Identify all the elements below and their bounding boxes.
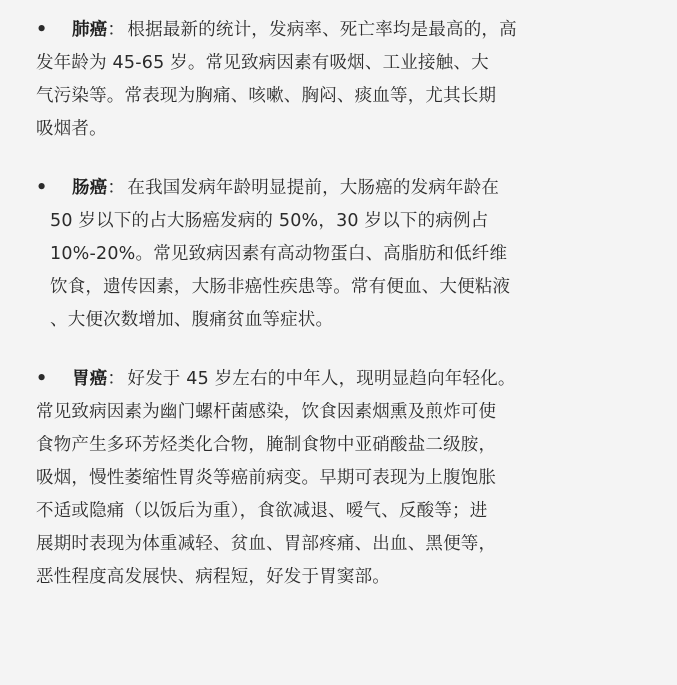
entry-text-line: 展期时表现为体重减轻、贫血、胃部疼痛、出血、黑便等， xyxy=(36,534,497,554)
entry-text-line: 不适或隐痛（以饭后为重），食欲减退、嗳气、反酸等；进 xyxy=(36,501,488,521)
entry-first-line xyxy=(14,363,663,396)
entry-text-line: 50 岁以下的占大肠癌发病的 50%，30 岁以下的病例占 xyxy=(50,211,489,231)
entry-text-line: 常见致病因素为幽门螺杆菌感染，饮食因素烟熏及煎炸可使 xyxy=(36,402,497,422)
entry-text-line: 吸烟，慢性萎缩性胃炎等癌前病变。早期可表现为上腹饱胀 xyxy=(36,468,497,488)
bullet-icon: • xyxy=(36,178,48,198)
entry-text-line: 在我国发病年龄明显提前，大肠癌的发病年龄在 xyxy=(127,178,500,198)
bullet-icon: • xyxy=(36,20,48,40)
entry-text-line: 根据最新的统计，发病率、死亡率均是最高的，高 xyxy=(127,20,517,40)
entry-text-line: 气污染等。常表现为胸痛、咳嗽、胸闷、痰血等，尤其长期 xyxy=(36,86,497,106)
entry-text-line: 食物产生多环芳烃类化合物，腌制食物中亚硝酸盐二级胺， xyxy=(36,435,497,455)
entry-text-line: 恶性程度高发展快、病程短，好发于胃窦部。 xyxy=(36,567,390,587)
entry-title: 肠癌 xyxy=(72,178,108,198)
entry-colon: ： xyxy=(107,369,126,389)
entry-text-line: 发年龄为 45-65 岁。常见致病因素有吸烟、工业接触、大 xyxy=(36,53,489,73)
cancer-entry-lung xyxy=(14,14,663,146)
entry-title: 肺癌 xyxy=(72,20,108,40)
entry-text-line: 10%-20%。常见致病因素有高动物蛋白、高脂肪和低纤维 xyxy=(50,244,508,264)
entry-title: 胃癌 xyxy=(72,369,108,389)
cancer-entry-colorectal xyxy=(14,172,663,337)
entry-first-line xyxy=(14,172,663,205)
entry-text-line: 好发于 45 岁左右的中年人，现明显趋向年轻化。 xyxy=(127,369,516,389)
bullet-icon: • xyxy=(36,369,48,389)
entry-colon: ： xyxy=(107,178,126,198)
entry-text-line: 、大便次数增加、腹痛贫血等症状。 xyxy=(50,310,334,330)
entry-text-line: 饮食，遗传因素，大肠非癌性疾患等。常有便血、大便粘液 xyxy=(50,277,511,297)
entry-first-line xyxy=(14,14,663,47)
entry-colon: ： xyxy=(107,20,126,40)
entry-text-line: 吸烟者。 xyxy=(36,119,107,139)
cancer-entry-gastric xyxy=(14,363,663,594)
